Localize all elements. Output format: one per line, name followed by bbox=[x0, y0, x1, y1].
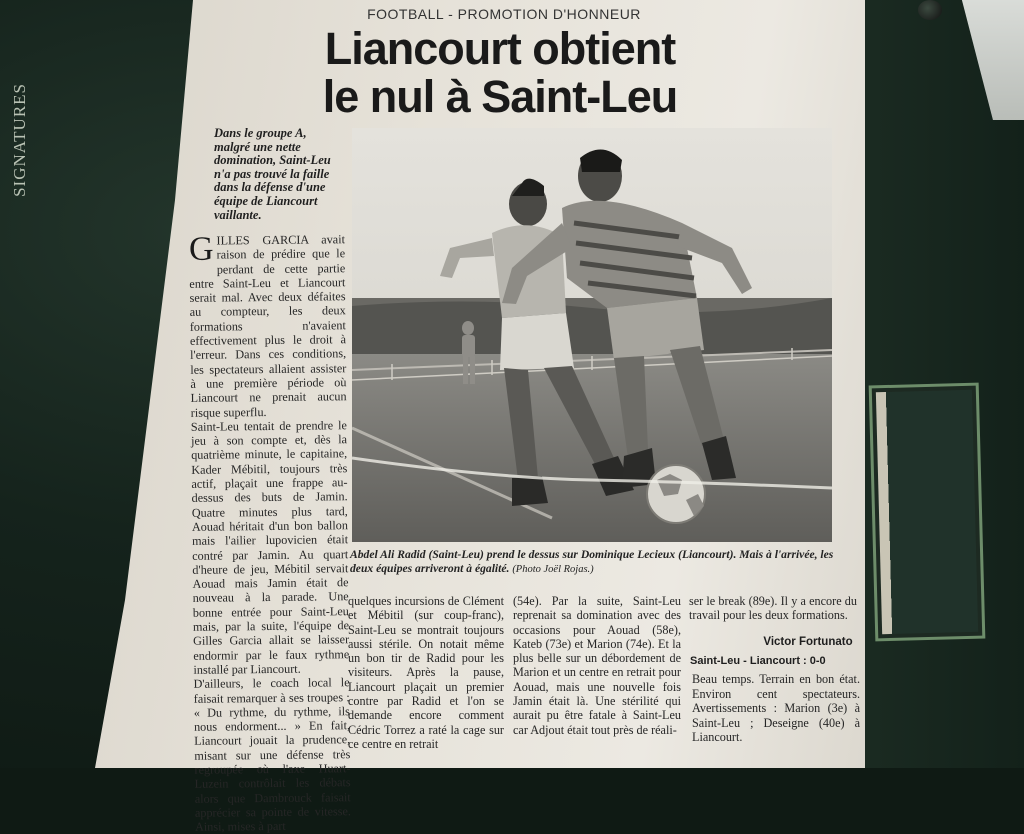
article-column-4: ser le break (89e). Il y a encore du travail pour les deux formations. bbox=[689, 594, 857, 623]
article-headline bbox=[280, 25, 720, 121]
binder-rivet bbox=[918, 0, 942, 20]
article-kicker: FOOTBALL - PROMOTION D'HONNEUR bbox=[367, 6, 641, 22]
headline-line-1: Liancourt obtient bbox=[324, 23, 676, 74]
match-score: Saint-Leu - Liancourt : 0-0 bbox=[690, 655, 826, 667]
article-signature: Victor Fortunato bbox=[763, 636, 853, 648]
binder-tab bbox=[869, 383, 986, 642]
article-column-1 bbox=[189, 232, 351, 834]
match-photo-image bbox=[352, 128, 832, 542]
spine-label bbox=[2, 65, 38, 215]
drop-cap: G bbox=[188, 230, 214, 268]
column-1-paragraph-1: ILLES GARCIA avait raison de prédire que le perdant de cette partie entre Saint-Leu et Liancourt serait mal. Avec deux défaites au compteur, les deux formations n'avaient effectivement plus le droit à l'erreur. Dans ces conditions, les spectateurs allaient assister à une première période où Liancourt ne prenait aucun risque superflu. bbox=[189, 232, 347, 420]
article-column-2: quelques incursions de Clément et Mébitil (sur coup-franc), Saint-Leu se montrait toujours aussi stérile. On notait même un bon tir de Radid pour les visiteurs. Après la pause, Liancourt plaçait un premier contre par Radid et l'on se demande encore comment Cédric Torrez a raté la cage sur ce centre en retrait bbox=[348, 594, 504, 751]
match-photo bbox=[352, 128, 832, 542]
photo-caption bbox=[350, 548, 838, 577]
headline-line-2: le nul à Saint-Leu bbox=[322, 71, 678, 122]
column-1-paragraph-2: Saint-Leu tentait de prendre le jeu à son compte et, dès la quatrième minute, le capitaine, Kader Mébitil, toujours très actif, plaçait une frappe au-dessus des buts de Jamin. Quatre minutes plus tard, Aouad héritait d'un bon ballon mais l'ailier lupovicien était contré par Jamin. Au quart d'heure de jeu, Mébitil servait Aouad mais Jamin était de nouveau à la parade. Une bonne entrée pour Saint-Leu mais, par la suite, l'équipe de Gilles Garcia allait se laisser endormir par le faux rythme installé par Liancourt. bbox=[190, 418, 350, 677]
article-lead: Dans le groupe A, malgré une nette domination, Saint-Leu n'a pas trouvé la faille dans la défense d'une équipe de Liancourt vaillante. bbox=[214, 126, 331, 222]
match-info: Beau temps. Terrain en bon état. Environ cent spectateurs. Avertissements : Marion (3e) à Saint-Leu ; Deseigne (40e) à Liancourt. bbox=[692, 672, 860, 745]
column-1-paragraph-3: D'ailleurs, le coach local le faisait remarquer à ses troupes : « Du rythme, du rythme, ils nous endorment... » En fait, Liancourt jouait la prudence, misant sur une défense très regroupée où l'axe Huart-Luzein contrôlait les débats alors que Dambrouck faisait apprécier sa pointe de vitesse. Ainsi, mises à part bbox=[193, 675, 351, 834]
caption-text: Abdel Ali Radid (Saint-Leu) prend le dessus sur Dominique Lecieux (Liancourt). Mais à l'arrivée, les deux équipes arriveront à égalité. bbox=[350, 548, 834, 575]
spine-label-text: SIGNATURES bbox=[10, 83, 29, 197]
photo-credit: (Photo Joël Rojas.) bbox=[512, 564, 594, 575]
article-column-3: (54e). Par la suite, Saint-Leu reprenait sa domination avec des occasions pour Aouad (58e), Kateb (73e) et Marion (74e). Et la plus belle sur un débordement de Marion et un centre en retrait pour Aouad, mais une nouvelle fois Jamin était là. Une stérilité qui aurait pu être fatale à Saint-Leu car Adjout était tout près de réali- bbox=[513, 594, 681, 737]
